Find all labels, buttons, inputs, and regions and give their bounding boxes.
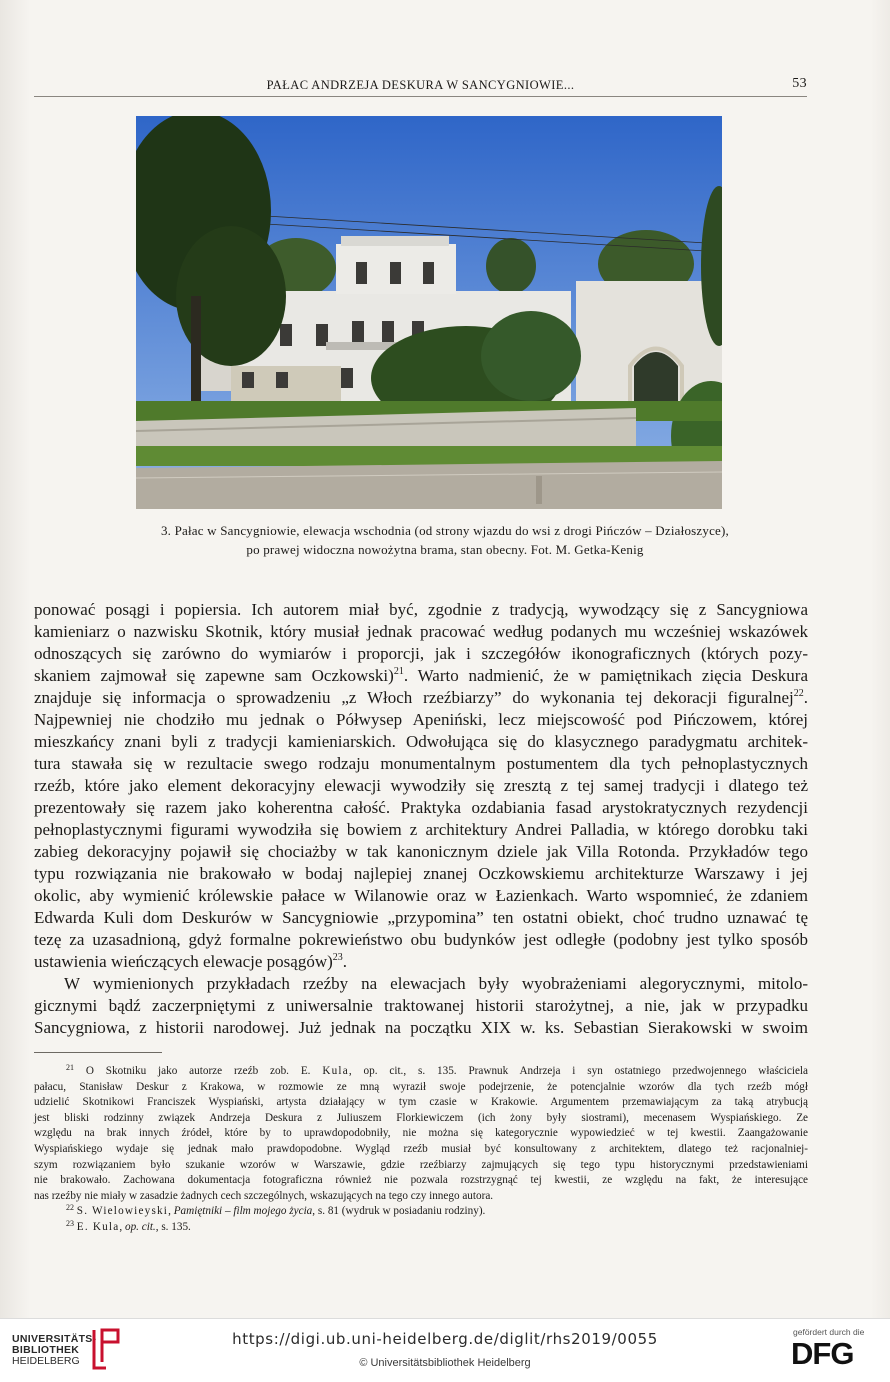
running-title: PAŁAC ANDRZEJA DESKURA W SANCYGNIOWIE... bbox=[266, 78, 575, 92]
body-line: ponować posągi i popiersia. Ich autorem miał być, zgodnie z tradycją, wywodzący się z Sancygniowa bbox=[34, 600, 808, 619]
main-body-text bbox=[34, 599, 808, 1039]
page-number: 53 bbox=[792, 76, 807, 91]
body-line: zabieg dekoracyjny pojawił się chociażby w tak kanonicznym dziele jak Villa Rotonda. Przykładów tego bbox=[34, 842, 808, 861]
body-line: gicznymi bądź zaczerpniętymi z uniwersalnie traktowanej historii starożytnej, a nie, jak w przypadku bbox=[34, 996, 808, 1015]
footnote-line: nas rzeźby nie miały w zasadzie żadnych cech szczególnych, wskazujących na tego czy innego autora. bbox=[34, 1189, 494, 1202]
body-line: mieszkańcy znani byli z tradycji kamieniarskich. Odwołująca się do klasycznego paradygmatu architek- bbox=[34, 732, 808, 751]
figure-caption-line-1: 3. Pałac w Sancygniowie, elewacja wschodnia (od strony wjazdu do wsi z drogi Pińczów – Działoszyce), bbox=[160, 523, 729, 538]
figure-caption-line-2: po prawej widoczna nowożytna brama, stan obecny. Fot. M. Getka-Kenig bbox=[246, 542, 644, 557]
body-line: Sancygniowa, z historii narodowej. Już jednak na początku XIX w. ks. Sebastian Sierakowski w swoim bbox=[34, 1018, 808, 1037]
footnote-separator bbox=[34, 1052, 162, 1053]
footnote-line: jest bliski rodzinny związek Andrzeja Deskura z Juliuszem Florkiewiczem (ich żony były siostrami), mecenasem Wyspiańskiego. Ze bbox=[34, 1111, 808, 1124]
footnote-line: nie brakowało. Zachowana dokumentacja fotograficzna również nie pozwala rozstrzygnąć tej kwestii, ze względu na fakt, że interesujące bbox=[34, 1174, 808, 1187]
footer-bar bbox=[0, 1318, 890, 1382]
body-line: znajduje się informacja o sprowadzeniu „z Włoch rzeźbiarzy” do wykonania tej dekoracji figuralnej$^{22}$. bbox=[34, 688, 808, 707]
footnote-line: pałacu, Stanisław Deskur z Krakowa, w rozmowie ze mną wyraził swoje podejrzenie, że potencjalnie wzorów dla tych rzeźb mógł bbox=[34, 1080, 808, 1093]
footnote-line: udzielić Skotnikowi Franciszek Wyspiański, artysta działający w tym czasie w Krakowie. Argumentem przemawiającym za taką atrybucją bbox=[34, 1096, 808, 1109]
library-logo-text[interactable]: UNIVERSITÄTS- BIBLIOTHEK HEIDELBERG bbox=[12, 1333, 97, 1367]
library-logo-icon[interactable] bbox=[88, 1326, 124, 1372]
funder-label: gefördert durch die bbox=[793, 1327, 865, 1337]
body-line: tezę za uzasadnioną, gdyż formalne pokrewieństwo obu budynków jest odległe (podobny jest tylko sposób bbox=[34, 930, 808, 949]
running-head bbox=[34, 76, 807, 97]
palace-photo bbox=[136, 116, 722, 509]
body-line: pełnoplastycznymi figurami wywodziła się bowiem z architektury Andrei Palladia, w którego dorobku taki bbox=[34, 820, 808, 839]
footnote-22: $^{22}$ S. Wielowieyski, Pamiętniki – film mojego życia, s. 81 (wydruk w posiadaniu rodziny). bbox=[66, 1203, 486, 1218]
body-line: okolic, aby wymienić królewskie pałace w Wilanowie oraz w Łazienkach. Warto wspomnieć, że zdaniem bbox=[34, 886, 808, 905]
footnote-line: Wyspiańskiego wydaje się jednak mało prawdopodobne. Wygląd rzeźb musiał być konsultowany z architektem, dlatego też racjonalniej- bbox=[34, 1142, 808, 1155]
footnote-23: $^{23}$ E. Kula, op. cit., s. 135. bbox=[66, 1218, 191, 1233]
body-line: odnoszących się zarówno do wymiarów i proporcji, jak i szczegółów ikonograficznych (których pozy- bbox=[34, 644, 808, 663]
footnote-line: szym rozwiązaniem było szukanie wzorów w Warszawie, gdzie rzeźbiarzy zajmujących się tego typu historycznymi przedstawieniami bbox=[34, 1158, 808, 1171]
permalink-url[interactable]: https://digi.ub.uni-heidelberg.de/diglit/rhs2019/0055 bbox=[232, 1330, 658, 1348]
body-line: rzeźb, które jako element dekoracyjny elewacji wywodziły się zresztą z tej samej tradycji i dlatego też bbox=[34, 776, 808, 795]
body-line: tura stawała się w rezultacie swego rodzaju monumentalnym postumentem dla tych pełnoplastycznych bbox=[34, 754, 808, 773]
dfg-logo[interactable]: DFG bbox=[791, 1336, 854, 1371]
body-line: Najpewniej nie chodziło mu jednak o Półwysep Apeniński, lecz miejscowość pod Pińczowem, której bbox=[34, 710, 808, 729]
body-line: skaniem zajmował się zapewne sam Oczkowski)$^{21}$. Warto nadmienić, że w pamiętnikach zięcia Deskura bbox=[34, 666, 809, 685]
body-line: W wymienionych przykładach rzeźby na elewacjach były wyobrażeniami alegorycznymi, mitolo- bbox=[64, 974, 808, 993]
footnote-ref: 22 bbox=[793, 688, 804, 699]
footnote-ref: 23 bbox=[332, 952, 343, 963]
body-line: prezentowały się razem jako koherentna całość. Praktyka ozdabiania fasad arystokratycznych rezydencji bbox=[34, 798, 808, 817]
body-line: kamieniarz o nazwisku Skotnik, który musiał jednak pracować według podanych mu wcześniej wskazówek bbox=[34, 622, 808, 641]
footnotes bbox=[34, 1064, 808, 1236]
body-line: ustawienia wieńczących elewacje posągów)$^{23}$. bbox=[34, 952, 348, 971]
body-line: Edwarda Kuli dom Deskurów w Sancygniowie „przypomina” ten ostatni obiekt, choć trudno uznawać tę bbox=[34, 908, 808, 927]
footnote-ref: 21 bbox=[393, 666, 404, 677]
body-line: typu rozwiązania nie brakowało w bodaj najlepiej znanej Oczkowskiemu architekturze Warszawy i jej bbox=[34, 864, 808, 883]
footnote-21: $^{21}$ O Skotniku jako autorze rzeźb zob. E. Kula, op. cit., s. 135. Prawnuk Andrzeja i syn ostatniego przedwojennego właściciela bbox=[66, 1063, 808, 1077]
copyright-notice: © Universitätsbibliothek Heidelberg bbox=[359, 1357, 531, 1369]
footnote-line: względu na brak innych źródeł, które by to uprawdopodobniły, nie można się kategorycznie wypowiedzieć w tej kwestii. Zaangażowanie bbox=[34, 1127, 808, 1140]
